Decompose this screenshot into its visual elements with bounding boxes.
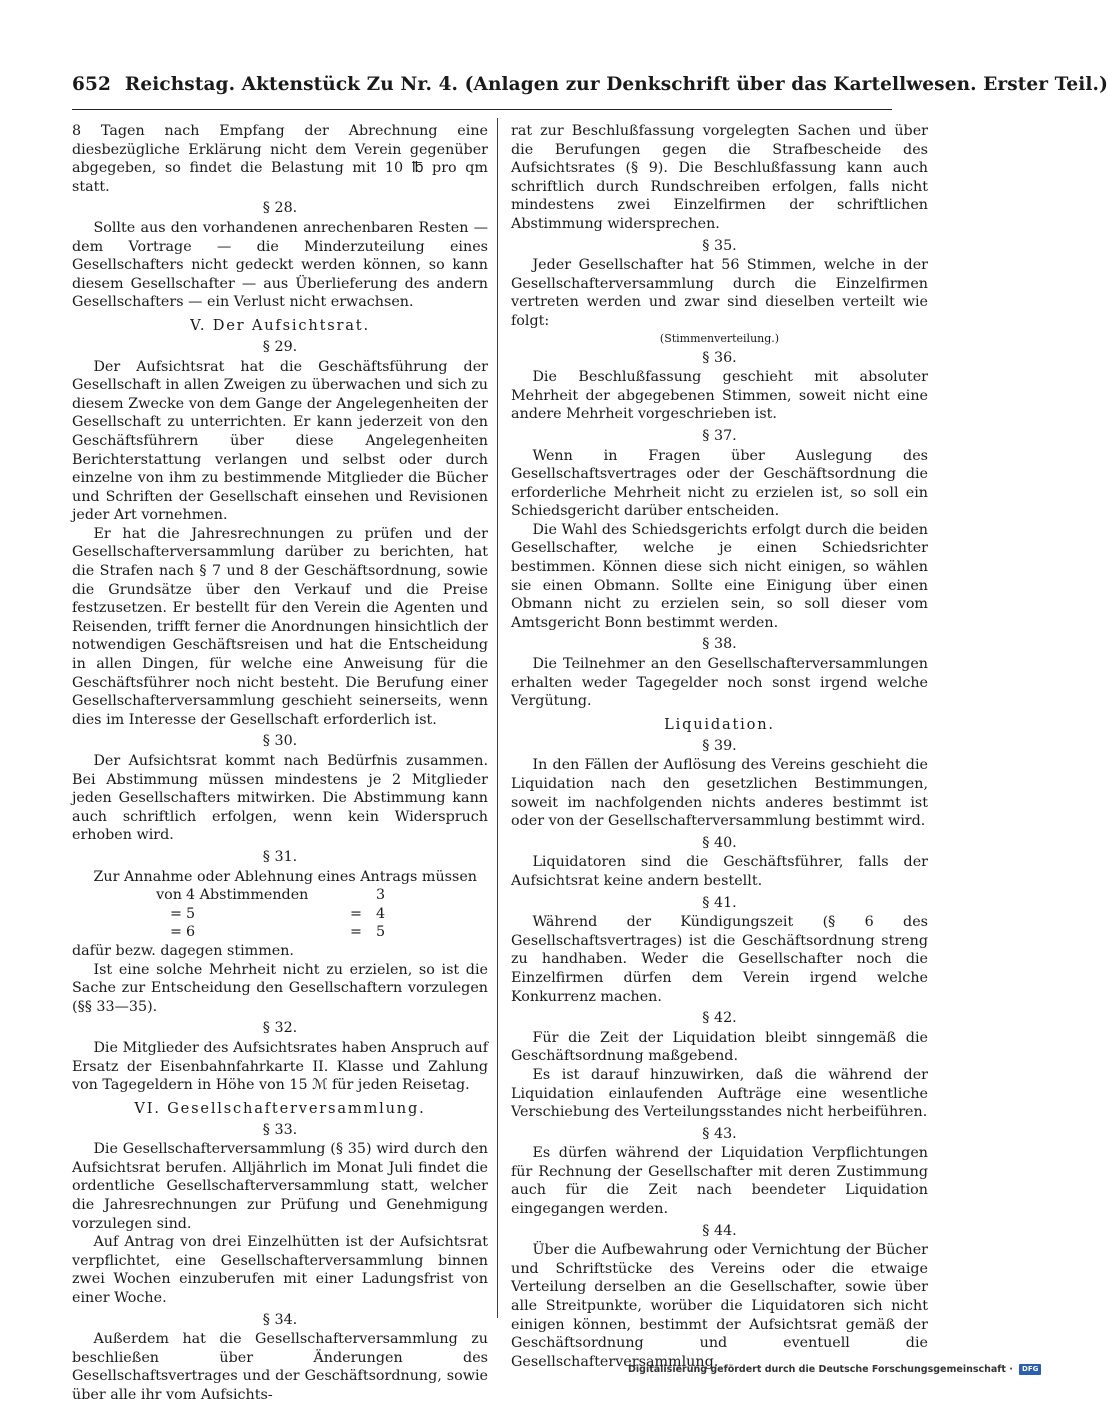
paragraph: Es ist darauf hinzuwirken, daß die während der Liquidation einlaufenden Aufträge eine wesentliche Verschiebung des Verteilungsstandes nicht herbeiführen. bbox=[511, 1066, 928, 1121]
paragraph: Die Gesellschafterversammlung (§ 35) wird durch den Aufsichtsrat berufen. Alljährlich im Monat Juli findet die ordentliche Gesellschafterversammlung statt, welcher die Jahresrechnungen zur Prüfung und Genehmigung vorzulegen sind. bbox=[72, 1141, 488, 1232]
dfg-logo-icon: DFG bbox=[1019, 1364, 1041, 1375]
chapter-heading: Liquidation. bbox=[664, 715, 775, 733]
header-rule bbox=[72, 109, 892, 110]
paragraph: Liquidatoren sind die Geschäftsführer, falls der Aufsichtsrat keine andern bestellt. bbox=[511, 854, 928, 889]
vote-row: = 6 = 5 bbox=[170, 924, 386, 941]
paragraph: Ist eine solche Mehrheit nicht zu erzielen, so ist die Sache zur Entscheidung den Gesellschaftern vorzulegen (§§ 33—35). bbox=[72, 961, 488, 1015]
section-heading: § 31. bbox=[262, 848, 298, 865]
section-heading: § 34. bbox=[262, 1311, 298, 1328]
paragraph: Wenn in Fragen über Auslegung des Gesellschaftsvertrages oder der Geschäftsordnung die erforderliche Mehrheit nicht zu erzielen ist, so soll ein Schiedsgericht darüber entscheiden. bbox=[511, 447, 928, 520]
paragraph: Zur Annahme oder Ablehnung eines Antrags müssen bbox=[93, 868, 477, 885]
paragraph: Der Aufsichtsrat hat die Geschäftsführung der Gesellschaft in allen Zweigen zu überwachen und sich zu diesem Zwecke von dem Gange der Angelegenheiten der Gesellschaft zu unterrichten. Er kann jederzeit von den Geschäftsführern über diese Angelegenheiten Berichterstattung verlangen und selbst oder durch einzelne von ihm zu bestimmende Mitglieder die Bücher und Schriften der Gesellschaft einsehen und Revisionen jeder Art vornehmen. bbox=[72, 358, 488, 524]
section-heading: § 38. bbox=[702, 636, 737, 653]
note: (Stimmenverteilung.) bbox=[659, 331, 780, 345]
section-heading: § 33. bbox=[262, 1121, 298, 1138]
paragraph: Über die Aufbewahrung oder Vernichtung der Bücher und Schriftstücke des Vereins oder die etwaige Verteilung derselben an die Gesellschafter, sowie über alle Streitpunkte, worüber die Liquidatoren sich nicht einigen können, bestimmt der Aufsichtsrat gemäß der Geschäftsordnung und eventuell die Gesellschafterversammlung. bbox=[511, 1242, 928, 1370]
paragraph: Es dürfen während der Liquidation Verpflichtungen für Rechnung der Gesellschafter mit deren Zustimmung auch für die Zeit nach beendeter Liquidation eingegangen werden. bbox=[511, 1145, 928, 1218]
section-heading: § 30. bbox=[262, 733, 298, 750]
section-heading: § 35. bbox=[702, 237, 737, 254]
digitization-credit bbox=[628, 1364, 1039, 1378]
paragraph: rat zur Beschlußfassung vorgelegten Sachen und über die Berufungen gegen die Strafbescheide des Aufsichtsrates (§ 9). Die Beschlußfassung kann auch schriftlich durch Rundschreiben erfolgen, falls nicht mindestens zwei Einzelfirmen der schriftlichen Abstimmung widersprechen. bbox=[511, 123, 928, 232]
paragraph: Die Beschlußfassung geschieht mit absoluter Mehrheit der abgegebenen Stimmen, soweit nicht eine andere Mehrheit vorgeschrieben ist. bbox=[511, 369, 928, 423]
paragraph: dafür bezw. dagegen stimmen. bbox=[72, 942, 294, 959]
header-title: Reichstag. Aktenstück Zu Nr. 4. (Anlagen zur Denkschrift über das Kartellwesen. Erster Teil.) bbox=[124, 74, 1108, 95]
section-heading: § 39. bbox=[702, 737, 737, 754]
vote-row: von 4 Abstimmenden 3 bbox=[156, 887, 386, 904]
section-heading: § 28. bbox=[262, 200, 298, 217]
paragraph: Die Teilnehmer an den Gesellschafterversammlungen erhalten weder Tagegelder noch sonst irgend welche Vergütung. bbox=[511, 656, 928, 710]
section-heading: § 29. bbox=[262, 338, 298, 355]
paragraph: Sollte aus den vorhandenen anrechenbaren Resten — dem Vortrage — die Minderzuteilung eines Gesellschafters nicht gedeckt werden können, so kann diesem Gesellschafter — aus Überlieferung des andern Gesellschafters — ein Verlust nicht erwachsen. bbox=[72, 219, 488, 311]
section-heading: § 43. bbox=[702, 1125, 737, 1142]
paragraph: In den Fällen der Auflösung des Vereins geschieht die Liquidation nach den gesetzlichen Bestimmungen, soweit im nachfolgenden nichts anderes bestimmt ist oder von der Gesellschafterversammlung bestimmt wird. bbox=[511, 757, 928, 830]
paragraph: Auf Antrag von drei Einzelhütten ist der Aufsichtsrat verpflichtet, eine Gesellschafterversammlung binnen zwei Wochen einzuberufen mit einer Ladungsfrist von einer Woche. bbox=[72, 1234, 488, 1307]
vote-table bbox=[72, 886, 488, 942]
section-heading: § 37. bbox=[702, 427, 737, 444]
paragraph: Er hat die Jahresrechnungen zu prüfen und der Gesellschafterversammlung darüber zu berichten, hat die Strafen nach § 7 und 8 der Geschäftsordnung, sowie die Grundsätze über den Verkauf und die Preise festzusetzen. Er bestellt für den Verein die Agenten und Reisenden, trifft ferner die Anordnungen hinsichtlich der notwendigen Geschäftsreisen und hat die Entscheidung in allen Dingen, für welche eine Anweisung für die Geschäftsführer noch nicht besteht. Die Berufung einer Gesellschafterversammlung geschieht seinerseits, wenn dies im Interesse der Gesellschaft erforderlich ist. bbox=[72, 525, 488, 728]
left-column bbox=[72, 122, 488, 1405]
page-number: 652 bbox=[72, 74, 111, 95]
section-heading: § 41. bbox=[702, 894, 737, 911]
paragraph: Die Wahl des Schiedsgerichts erfolgt durch die beiden Gesellschafter, welche je einen Schiedsrichter bestimmen. Können diese sich nicht einigen, so wählen sie einen Obmann. Sollte eine Einigung über einen Obmann nicht zu erzielen sein, so soll dieser vom Amtsgericht Bonn bestimmt werden. bbox=[511, 521, 928, 631]
paragraph: Die Mitglieder des Aufsichtsrates haben Anspruch auf Ersatz der Eisenbahnfahrkarte II. Klasse und Zahlung von Tagegeldern in Höhe von 15 ℳ für jeden Reisetag. bbox=[72, 1039, 488, 1094]
section-heading: § 42. bbox=[702, 1010, 737, 1027]
paragraph: 8 Tagen nach Empfang der Abrechnung eine diesbezügliche Erklärung nicht dem Verein gegenüber abgegeben, so findet die Belastung mit 10 ℔ pro qm statt. bbox=[72, 123, 488, 195]
right-column bbox=[511, 122, 928, 1371]
chapter-heading: VI. Gesellschafterversammlung. bbox=[134, 1099, 426, 1117]
section-heading: § 36. bbox=[702, 349, 737, 366]
running-header bbox=[72, 74, 1108, 104]
paragraph: Während der Kündigungszeit (§ 6 des Gesellschaftsvertrages) ist die Geschäftsordnung streng zu handhaben. Weder die Gesellschafter noch die Einzelfirmen dürfen dem Verein irgend welche Konkurrenz machen. bbox=[511, 914, 928, 1005]
section-heading: § 40. bbox=[702, 834, 737, 851]
section-heading: § 44. bbox=[702, 1222, 737, 1239]
section-heading: § 32. bbox=[262, 1020, 298, 1037]
chapter-heading: V. Der Aufsichtsrat. bbox=[190, 316, 370, 334]
paragraph: Der Aufsichtsrat kommt nach Bedürfnis zusammen. Bei Abstimmung müssen mindestens je 2 Mitglieder jeden Gesellschafters mitwirken. Die Abstimmung kann auch schriftlich erfolgen, wenn kein Widerspruch erhoben wird. bbox=[72, 753, 488, 844]
vote-row: = 5 = 4 bbox=[170, 905, 386, 922]
credit-text: Digitalisierung gefördert durch die Deutsche Forschungsgemeinschaft · bbox=[628, 1364, 1013, 1375]
paragraph: Für die Zeit der Liquidation bleibt sinngemäß die Geschäftsordnung maßgebend. bbox=[511, 1029, 928, 1065]
column-divider bbox=[497, 118, 498, 1318]
paragraph: Außerdem hat die Gesellschafterversammlung zu beschließen über Änderungen des Gesellschaftsvertrages und der Geschäftsordnung, sowie über alle ihr vom Aufsichts- bbox=[72, 1331, 488, 1403]
paragraph: Jeder Gesellschafter hat 56 Stimmen, welche in der Gesellschafterversammlung durch die Einzelfirmen vertreten werden und zwar sind dieselben verteilt wie folgt: bbox=[511, 257, 928, 329]
